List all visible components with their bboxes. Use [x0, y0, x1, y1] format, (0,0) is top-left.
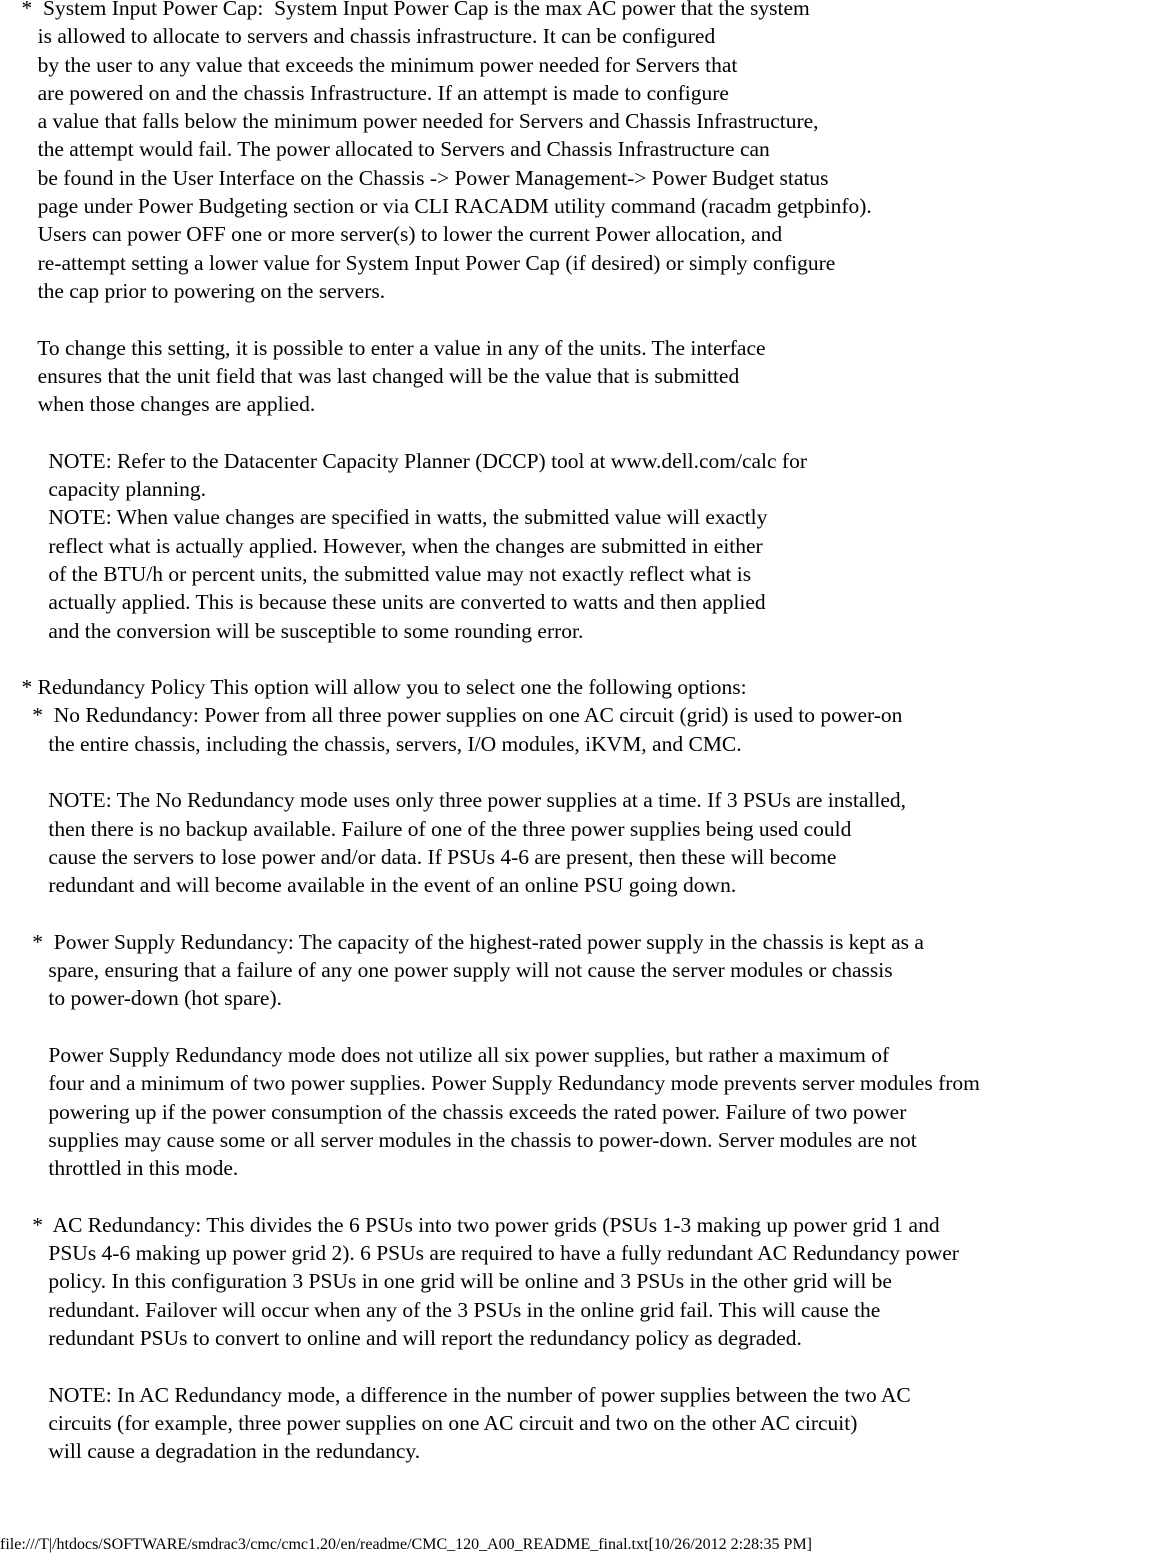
note-line: cause the servers to lose power and/or data. If PSUs 4-6 are present, then these will become [0, 844, 837, 869]
text-line: are powered on and the chassis Infrastructure. If an attempt is made to configure [0, 80, 729, 105]
note-line: of the BTU/h or percent units, the submitted value may not exactly reflect what is [0, 561, 752, 586]
note-line: NOTE: In AC Redundancy mode, a difference in the number of power supplies between the two AC [0, 1382, 911, 1407]
note-line: will cause a degradation in the redundancy. [0, 1439, 421, 1464]
text-line: Power Supply Redundancy mode does not utilize all six power supplies, but rather a maximum of [0, 1042, 890, 1067]
blank-line [0, 1352, 980, 1380]
text-line: * Power Supply Redundancy: The capacity of the highest-rated power supply in the chassis is kept as a [0, 929, 924, 954]
text-line: re-attempt setting a lower value for System Input Power Cap (if desired) or simply configure [0, 250, 836, 275]
blank-line [0, 305, 980, 333]
text-line: the attempt would fail. The power allocated to Servers and Chassis Infrastructure can [0, 137, 770, 162]
text-line: powering up if the power consumption of the chassis exceeds the rated power. Failure of two power [0, 1099, 907, 1124]
text-line: policy. In this configuration 3 PSUs in one grid will be online and 3 PSUs in the other grid will be [0, 1269, 892, 1294]
note-line: then there is no backup available. Failure of one of the three power supplies being used could [0, 816, 852, 841]
note-line: NOTE: When value changes are specified in watts, the submitted value will exactly [0, 505, 768, 530]
text-line: redundant PSUs to convert to online and will report the redundancy policy as degraded. [0, 1325, 802, 1350]
note-line: and the conversion will be susceptible to some rounding error. [0, 618, 584, 643]
text-line: * System Input Power Cap: System Input Power Cap is the max AC power that the system [0, 0, 810, 20]
text-line: when those changes are applied. [0, 392, 316, 417]
blank-line [0, 418, 980, 446]
blank-line [0, 645, 980, 673]
text-line: be found in the User Interface on the Chassis -> Power Management-> Power Budget status [0, 165, 829, 190]
blank-line [0, 900, 980, 928]
page-footer-file-path: file:///T|/htdocs/SOFTWARE/smdrac3/cmc/cmc1.20/en/readme/CMC_120_A00_README_final.txt[10/26/2012 2:28:35 PM] [0, 1536, 812, 1553]
text-line: page under Power Budgeting section or via CLI RACADM utility command (racadm getpbinfo). [0, 194, 872, 219]
text-line: four and a minimum of two power supplies. Power Supply Redundancy mode prevents server modules from [0, 1071, 980, 1096]
note-line: NOTE: Refer to the Datacenter Capacity Planner (DCCP) tool at www.dell.com/calc for [0, 448, 807, 473]
note-line: actually applied. This is because these units are converted to watts and then applied [0, 590, 766, 615]
note-line: capacity planning. [0, 477, 206, 502]
note-line: reflect what is actually applied. However, when the changes are submitted in either [0, 533, 763, 558]
text-line: throttled in this mode. [0, 1156, 239, 1181]
text-line: To change this setting, it is possible to enter a value in any of the units. The interface [0, 335, 766, 360]
text-line: * AC Redundancy: This divides the 6 PSUs into two power grids (PSUs 1-3 making up power grid 1 and [0, 1212, 940, 1237]
text-line: a value that falls below the minimum power needed for Servers and Chassis Infrastructure, [0, 109, 819, 134]
text-line: spare, ensuring that a failure of any one power supply will not cause the server modules or chassis [0, 958, 893, 983]
text-line: * Redundancy Policy This option will allow you to select one the following options: [0, 675, 747, 700]
text-line: supplies may cause some or all server modules in the chassis to power-down. Server modules are not [0, 1127, 917, 1152]
note-line: NOTE: The No Redundancy mode uses only three power supplies at a time. If 3 PSUs are installed, [0, 788, 907, 813]
text-line: by the user to any value that exceeds the minimum power needed for Servers that [0, 52, 738, 77]
blank-line [0, 758, 980, 786]
text-line: is allowed to allocate to servers and chassis infrastructure. It can be configured [0, 24, 716, 49]
text-line: ensures that the unit field that was last changed will be the value that is submitted [0, 363, 740, 388]
text-line: redundant. Failover will occur when any of the 3 PSUs in the online grid fail. This will cause the [0, 1297, 881, 1322]
text-line: PSUs 4-6 making up power grid 2). 6 PSUs are required to have a fully redundant AC Redundancy power [0, 1241, 959, 1266]
text-line: the cap prior to powering on the servers. [0, 278, 386, 303]
text-line: to power-down (hot spare). [0, 986, 282, 1011]
text-line: Users can power OFF one or more server(s) to lower the current Power allocation, and [0, 222, 783, 247]
blank-line [0, 1013, 980, 1041]
blank-line [0, 1182, 980, 1210]
note-line: redundant and will become available in the event of an online PSU going down. [0, 873, 737, 898]
text-line: * No Redundancy: Power from all three power supplies on one AC circuit (grid) is used to power-on [0, 703, 903, 728]
note-line: circuits (for example, three power supplies on one AC circuit and two on the other AC circuit) [0, 1410, 858, 1435]
text-line: the entire chassis, including the chassis, servers, I/O modules, iKVM, and CMC. [0, 731, 742, 756]
